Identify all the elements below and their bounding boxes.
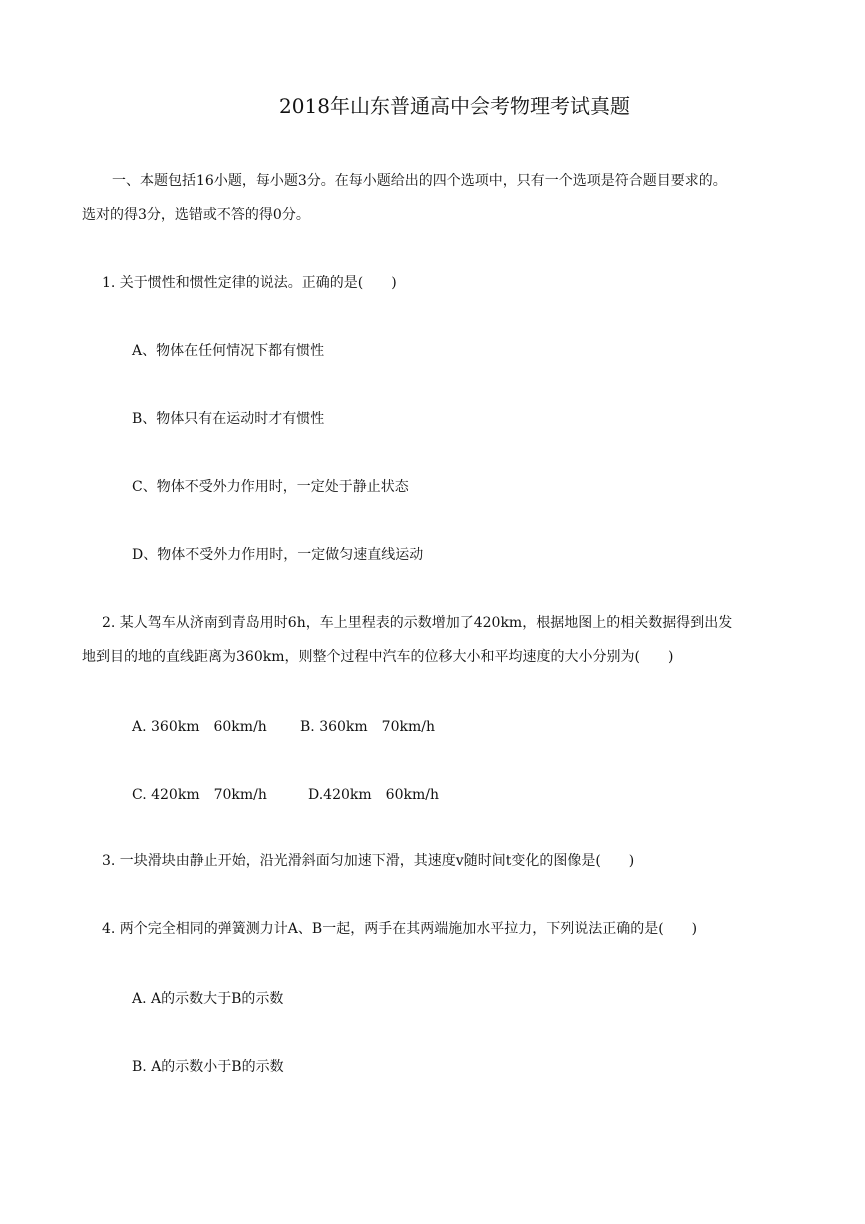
question-3-stem: 3. 一块滑块由静止开始，沿光滑斜面匀加速下滑，其速度v随时间t变化的图像是( )	[102, 853, 635, 869]
question-1-stem: 1. 关于惯性和惯性定律的说法。正确的是( )	[102, 275, 397, 291]
question-4-option-a: A. A的示数大于B的示数	[132, 991, 284, 1007]
question-2-option-b: B. 360km 70km/h	[300, 719, 435, 735]
question-4-option-b: B. A的示数小于B的示数	[132, 1059, 284, 1075]
question-2-option-c: C. 420km 70km/h	[132, 787, 267, 803]
question-1-option-b: B、物体只有在运动时才有惯性	[132, 411, 325, 427]
question-1-option-c: C、物体不受外力作用时，一定处于静止状态	[132, 479, 409, 495]
question-1-option-a: A、物体在任何情况下都有惯性	[132, 343, 325, 359]
page-title: 2018年山东普通高中会考物理考试真题	[279, 94, 630, 118]
section-intro-line2: 选对的得3分，选错或不答的得0分。	[82, 207, 310, 223]
question-2-option-a: A. 360km 60km/h	[132, 719, 267, 735]
section-intro-line1: 一、本题包括16小题，每小题3分。在每小题给出的四个选项中，只有一个选项是符合题目要求的。	[112, 173, 727, 189]
question-1-option-d: D、物体不受外力作用时，一定做匀速直线运动	[132, 547, 424, 563]
question-2-stem-line2: 地到目的地的直线距离为360km，则整个过程中汽车的位移大小和平均速度的大小分别为( )	[82, 649, 674, 665]
question-2-option-d: D.420km 60km/h	[308, 787, 439, 803]
question-4-stem: 4. 两个完全相同的弹簧测力计A、B一起，两手在其两端施加水平拉力，下列说法正确的是( )	[102, 921, 698, 937]
question-2-stem-line1: 2. 某人驾车从济南到青岛用时6h，车上里程表的示数增加了420km，根据地图上的相关数据得到出发	[102, 615, 733, 631]
